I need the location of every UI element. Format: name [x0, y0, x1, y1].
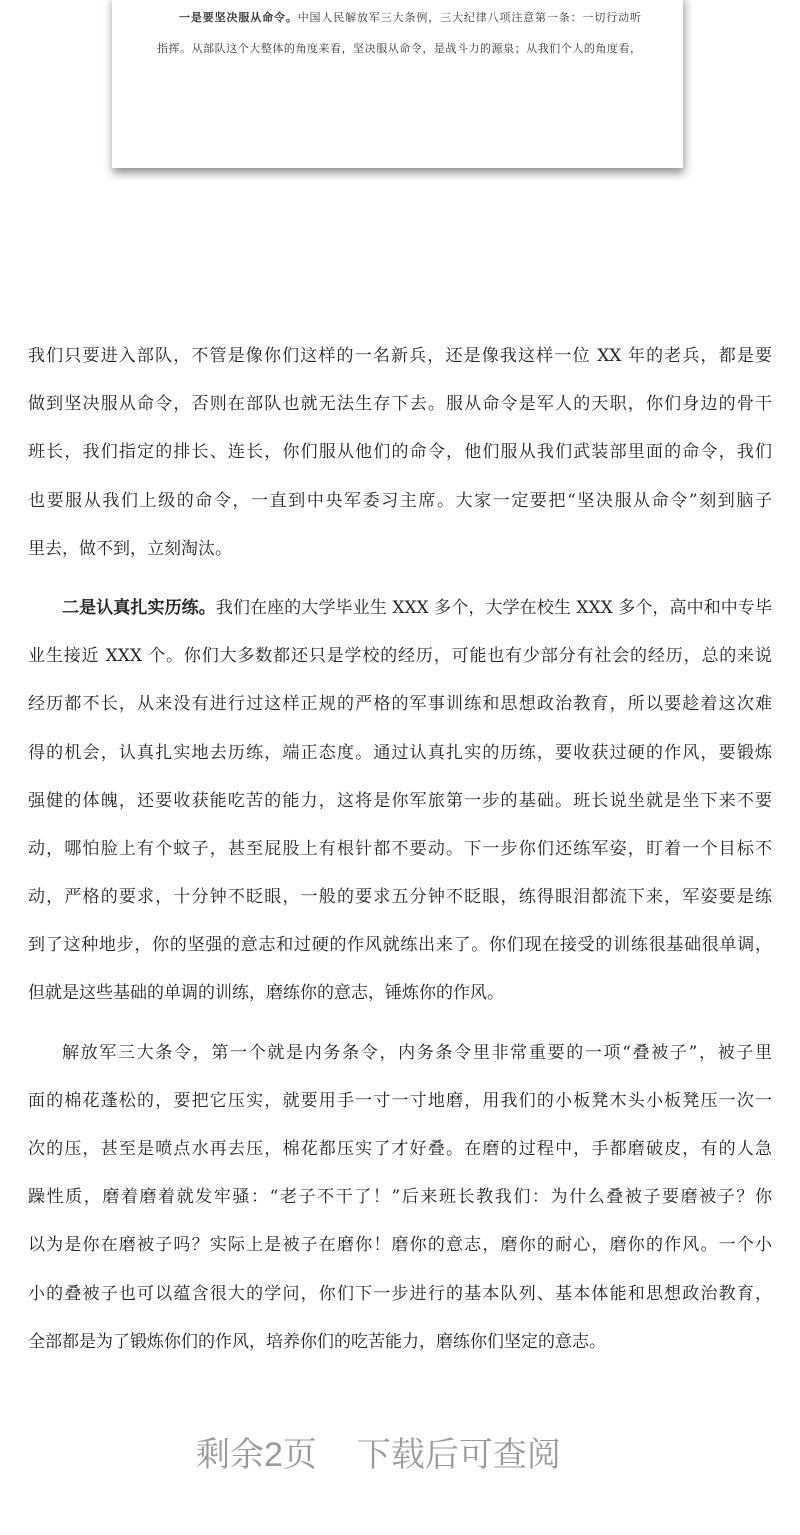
- paragraph-1: [28, 332, 772, 573]
- text-line: 到了这种地步，你的坚强的意志和过硬的作风就练出来了。你们现在接受的训练很基础很单调，: [28, 935, 772, 956]
- download-hint-label: 下载后可查阅: [356, 1436, 561, 1474]
- text-line: 全部都是为了锻炼你们的作风，培养你们的吃苦能力，磨练你们坚定的意志。: [28, 1331, 606, 1352]
- text-line: 躁性质，磨着磨着就发牢骚：“老子不干了！”后来班长教我们：为什么叠被子要磨被子？你: [28, 1187, 772, 1208]
- text-line: 里去，做不到，立刻淘汰。: [28, 538, 232, 559]
- page-preview-text: [157, 2, 641, 64]
- section-heading: 二是认真扎实历练。: [62, 597, 216, 618]
- preview-line-text: 中国人民解放军三大条例，三大纪律八项注意第一条：一切行动听: [297, 11, 641, 24]
- text-line: 解放军三大条令，第一个就是内务条令，内务条令里非常重要的一项“叠被子”，被子里: [62, 1042, 772, 1063]
- text-line: 强健的体魄，还要收获能吃苦的能力，这将是你军旅第一步的基础。班长说坐就是坐下来不要: [28, 790, 772, 811]
- page-preview-card: [112, 0, 683, 168]
- download-prompt[interactable]: [196, 1435, 561, 1475]
- text-line: 以为是你在磨被子吗？实际上是被子在磨你！磨你的意志，磨你的耐心，磨你的作风。一个小: [28, 1235, 772, 1256]
- document-body: [28, 332, 772, 1377]
- text-line: 业生接近 XXX 个。你们大多数都还只是学校的经历，可能也有少部分有社会的经历，总的来说: [28, 646, 772, 667]
- text-line-content: 我们在座的大学毕业生 XXX 多个，大学在校生 XXX 多个，高中和中专毕: [215, 597, 772, 618]
- text-line: [28, 584, 772, 632]
- text-line: 经历都不长，从来没有进行过这样正规的严格的军事训练和思想政治教育，所以要趁着这次难: [28, 694, 772, 715]
- preview-line: [157, 2, 641, 33]
- text-line: 班长，我们指定的排长、连长，你们服从他们的命令，他们服从我们武装部里面的命令，我们: [28, 442, 772, 463]
- text-line: 但就是这些基础的单调的训练，磨练你的意志，锤炼你的作风。: [28, 983, 504, 1004]
- preview-line: 指挥。从部队这个大整体的角度来看，坚决服从命令，是战斗力的源泉；从我们个人的角度看，: [157, 42, 641, 55]
- text-line: 面的棉花蓬松的，要把它压实，就要用手一寸一寸地磨，用我们的小板凳木头小板凳压一次一: [28, 1090, 772, 1111]
- text-line: 我们只要进入部队，不管是像你们这样的一名新兵，还是像我这样一位 XX 年的老兵，都是要: [28, 346, 772, 366]
- text-line: 得的机会，认真扎实地去历练，端正态度。通过认真扎实的历练，要收获过硬的作风，要锻炼: [28, 742, 772, 763]
- text-line: 动，严格的要求，十分钟不眨眼，一般的要求五分钟不眨眼，练得眼泪都流下来，军姿要是练: [28, 887, 772, 908]
- paragraph-3: [28, 1029, 772, 1366]
- preview-section-heading: 一是要坚决服从命令。: [179, 11, 298, 24]
- paragraph-2: [28, 584, 772, 1018]
- text-line: 次的压，甚至是喷点水再去压，棉花都压实了才好叠。在磨的过程中，手都磨破皮，有的人急: [28, 1139, 772, 1159]
- text-line: 动，哪怕脸上有个蚊子，甚至屁股上有根针都不要动。下一步你们还练军姿，盯着一个目标不: [28, 838, 772, 859]
- text-line: 做到坚决服从命令，否则在部队也就无法生存下去。服从命令是军人的天职，你们身边的骨干: [28, 394, 772, 415]
- text-line: 小的叠被子也可以蕴含很大的学问，你们下一步进行的基本队列、基本体能和思想政治教育，: [28, 1283, 772, 1304]
- text-line: 也要服从我们上级的命令，一直到中央军委习主席。大家一定要把“坚决服从命令”刻到脑子: [28, 490, 772, 511]
- remaining-pages-label: 剩余2页: [196, 1436, 317, 1474]
